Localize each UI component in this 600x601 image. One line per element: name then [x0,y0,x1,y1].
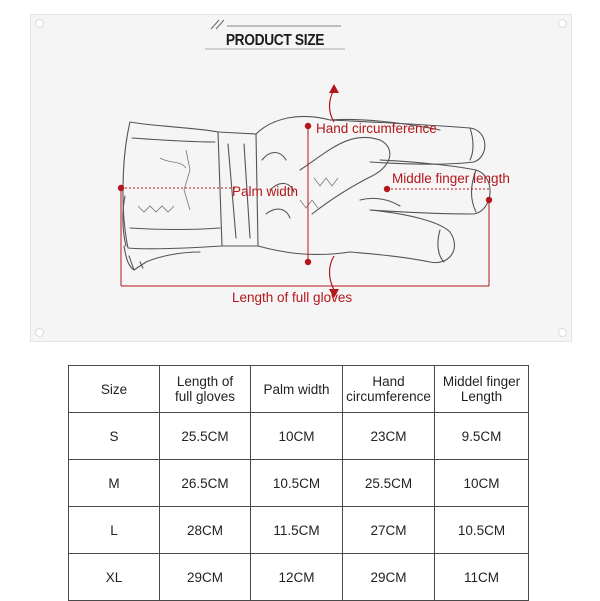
cell-middle-finger: 9.5CM [435,413,529,460]
cell-palm-width: 10CM [251,413,343,460]
col-header-length-full-gloves: Length of full gloves [160,366,251,413]
col-header-size: Size [69,366,160,413]
cell-length: 28CM [160,507,251,554]
palm-width-label: Palm width [232,184,299,199]
cell-palm-width: 11.5CM [251,507,343,554]
table-row [69,413,529,460]
cell-length: 25.5CM [160,413,251,460]
cell-size: M [69,460,160,507]
col-header-hand-circumference: Hand circumference [343,366,435,413]
table-row [69,460,529,507]
cell-size: XL [69,554,160,601]
hand-circumference-label: Hand circumference [316,121,437,136]
cell-middle-finger: 10CM [435,460,529,507]
table-row [69,554,529,601]
size-table [68,365,529,601]
cell-palm-width: 10.5CM [251,460,343,507]
cell-length: 26.5CM [160,460,251,507]
cell-hand-circumference: 23CM [343,413,435,460]
size-table-container [68,365,528,597]
cell-middle-finger: 10.5CM [435,507,529,554]
col-header-middle-finger-length: Middel finger Length [435,366,529,413]
col-header-palm-width: Palm width [251,366,343,413]
cell-size: S [69,413,160,460]
cell-palm-width: 12CM [251,554,343,601]
cell-hand-circumference: 29CM [343,554,435,601]
cell-middle-finger: 11CM [435,554,529,601]
cell-length: 29CM [160,554,251,601]
table-header-row [69,366,529,413]
length-full-gloves-label: Length of full gloves [232,290,353,305]
cell-size: L [69,507,160,554]
cell-hand-circumference: 25.5CM [343,460,435,507]
middle-finger-length-label: Middle finger length [392,171,510,186]
table-row [69,507,529,554]
cell-hand-circumference: 27CM [343,507,435,554]
page-title: PRODUCT SIZE [225,32,325,49]
